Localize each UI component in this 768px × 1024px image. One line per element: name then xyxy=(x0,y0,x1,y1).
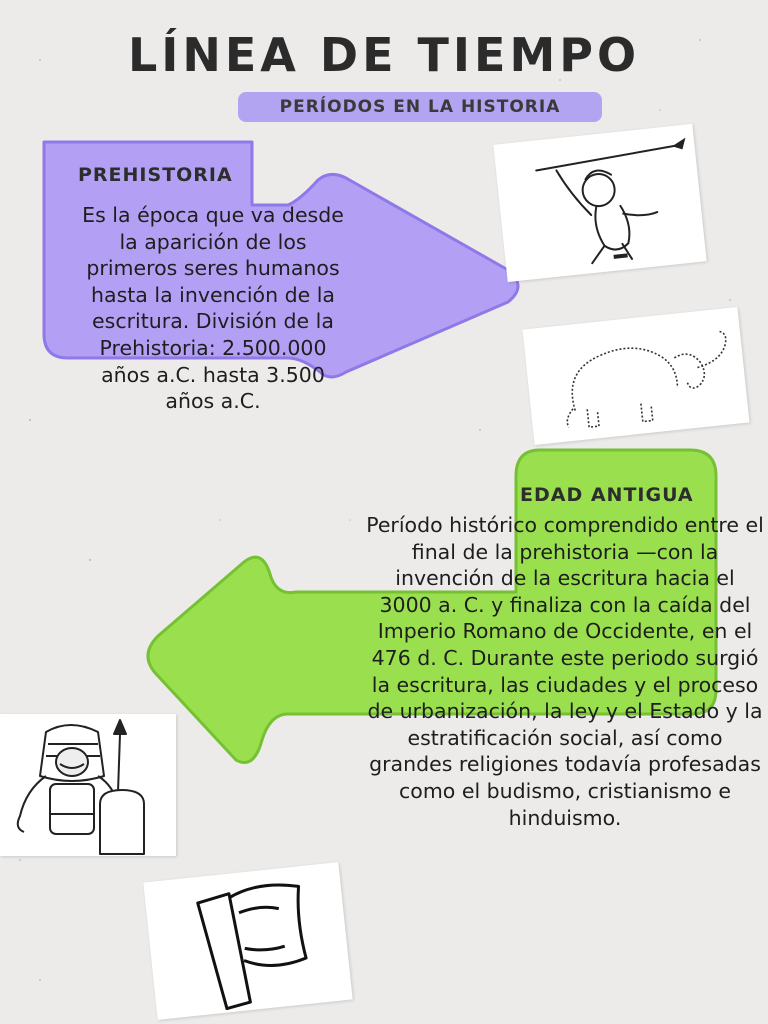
mammoth-card xyxy=(523,307,750,445)
page-title: LÍNEA DE TIEMPO xyxy=(127,28,641,82)
page-subtitle: PERÍODOS EN LA HISTORIA xyxy=(238,92,602,122)
section-text-prehistoria: Es la época que va desde la aparición de los primeros seres humanos hasta la invención de la escritura. División de la Prehistoria: 2.500.000 años a.C. hasta 3.500 años a.C. xyxy=(82,203,344,414)
axe-card xyxy=(143,862,352,1020)
mammoth-drawing-icon xyxy=(523,307,750,445)
pharaoh-card xyxy=(0,714,176,856)
section-title-prehistoria: PREHISTORIA xyxy=(78,164,233,186)
stone-axe-drawing-icon xyxy=(143,862,352,1020)
egyptian-pharaoh-drawing-icon xyxy=(0,714,176,856)
section-text-edad-antigua: Período histórico comprendido entre el final de la prehistoria —con la invención de la escritura hacia el 3000 a. C. y finaliza con la caída del Imperio Romano de Occidente, en el 476 d. C. Durante este periodo surgió la escritura, las ciudades y el proceso de urbanización, la ley y el Estado y la estratificación social, así como grandes religiones todavía profesadas como el budismo, cristianismo e hinduismo. xyxy=(366,513,764,830)
caveman-with-spear-drawing-icon xyxy=(493,124,706,282)
caveman-card xyxy=(493,124,706,282)
section-title-edad-antigua: EDAD ANTIGUA xyxy=(520,484,694,506)
